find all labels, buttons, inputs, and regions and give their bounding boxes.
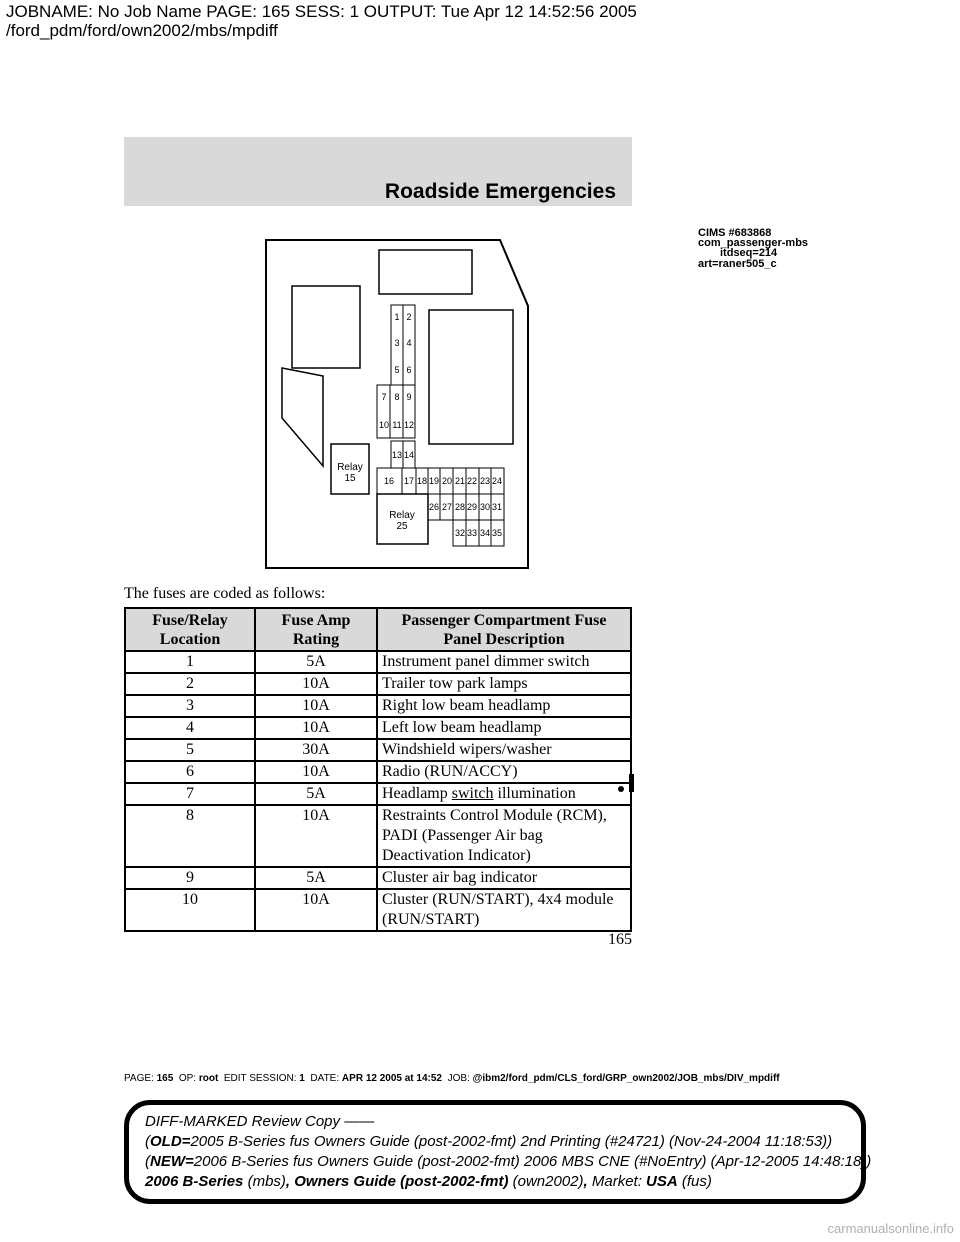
fuse-panel-diagram (262, 236, 536, 576)
desc-part: illumination (493, 785, 576, 802)
review-guide: Owners Guide (post-2002-fmt) (294, 1173, 509, 1190)
review-model: 2006 B-Series (145, 1173, 244, 1190)
fuse-label-27: 27 (441, 502, 453, 512)
table-row (125, 739, 631, 761)
review-new-text: 2006 B-Series fus Owners Guide (post-2002-fmt) 2006 MBS CNE (#NoEntry) (Apr-12-2005 14:48:18)) (193, 1153, 872, 1170)
footer-meta (124, 1073, 780, 1084)
top-box (379, 250, 472, 294)
cims-art: art=raner505_c (698, 258, 777, 270)
review-market: USA (646, 1173, 678, 1190)
cims-seq: itdseq=214 (720, 247, 778, 259)
footer-page-label: PAGE: (124, 1073, 154, 1084)
fuse-label-10: 10 (378, 420, 390, 430)
fuse-label-3: 3 (394, 338, 400, 348)
review-old-label: OLD= (150, 1133, 191, 1150)
fuse-label-18: 18 (416, 476, 428, 486)
cell-location: 3 (125, 695, 255, 717)
cell-amp: 5A (255, 651, 377, 673)
left-lower-box (282, 368, 323, 466)
fuse-label-35: 35 (491, 528, 503, 538)
fuse-label-32: 32 (454, 528, 466, 538)
cell-description: Windshield wipers/washer (377, 739, 631, 761)
review-copy-text (145, 1112, 871, 1192)
review-title: DIFF-MARKED Review Copy —— (145, 1113, 375, 1130)
cell-description: Left low beam headlamp (377, 717, 631, 739)
fuse-label-4: 4 (406, 338, 412, 348)
fuse-label-28: 28 (454, 502, 466, 512)
section-title: Roadside Emergencies (384, 180, 616, 203)
cell-description: Cluster (RUN/START), 4x4 module (RUN/START) (377, 889, 631, 931)
footer-session: 1 (299, 1073, 305, 1084)
fuse-label-5: 5 (394, 365, 400, 375)
fuse-label-2: 2 (406, 312, 412, 322)
cell-location: 5 (125, 739, 255, 761)
fuse-label-12: 12 (403, 420, 415, 430)
cell-description: Restraints Control Module (RCM), PADI (Passenger Air bag Deactivation Indicator) (377, 805, 631, 867)
footer-job: @ibm2/ford_pdm/CLS_ford/GRP_own2002/JOB_mbs/DIV_mpdiff (472, 1073, 780, 1084)
cell-location: 7 (125, 783, 255, 805)
relay-15-label-top: Relay (337, 462, 363, 473)
job-header-line1: JOBNAME: No Job Name PAGE: 165 SESS: 1 OUTPUT: Tue Apr 12 14:52:56 2005 (6, 2, 637, 21)
table-row (125, 761, 631, 783)
footer-job-label: JOB: (447, 1073, 470, 1084)
fuse-label-33: 33 (466, 528, 478, 538)
watermark: carmanualsonline.info (827, 1221, 954, 1236)
relay-25-label-num: 25 (396, 521, 408, 532)
review-new-label: NEW= (150, 1153, 194, 1170)
right-box (429, 310, 513, 444)
cell-amp: 10A (255, 805, 377, 867)
fuse-label-29: 29 (466, 502, 478, 512)
cell-description: Cluster air bag indicator (377, 867, 631, 889)
change-bar (629, 774, 634, 792)
intro-text: The fuses are coded as follows: (124, 585, 326, 602)
header-description: Passenger Compartment Fuse Panel Description (377, 608, 631, 651)
fuse-label-7: 7 (381, 392, 387, 402)
fuse-label-31: 31 (491, 502, 503, 512)
change-marker-dot (618, 786, 624, 792)
fuse-label-1: 1 (394, 312, 400, 322)
review-model-line: 2006 B-Series (mbs), Owners Guide (post-2002-fmt) (own2002), Market: USA (fus) (145, 1173, 712, 1190)
job-header-line2: /ford_pdm/ford/own2002/mbs/mpdiff (6, 21, 278, 40)
fuse-label-19: 19 (428, 476, 440, 486)
cell-location: 2 (125, 673, 255, 695)
fuse-label-11: 11 (392, 420, 402, 430)
cell-amp: 5A (255, 867, 377, 889)
cell-description: Trailer tow park lamps (377, 673, 631, 695)
fuse-label-13: 13 (391, 450, 403, 460)
footer-date: APR 12 2005 at 14:52 (341, 1073, 442, 1084)
page-number: 165 (608, 931, 632, 948)
cell-description: Right low beam headlamp (377, 695, 631, 717)
cell-amp: 10A (255, 695, 377, 717)
diff-marked-word: switch (451, 785, 494, 802)
fuse-label-6: 6 (406, 365, 412, 375)
review-guide-code: (own2002) (512, 1173, 584, 1190)
review-new-line: (NEW=2006 B-Series fus Owners Guide (post-2002-fmt) 2006 MBS CNE (#NoEntry) (Apr-12-2005 14:48:18)) (145, 1153, 872, 1170)
fuse-label-30: 30 (479, 502, 491, 512)
cims-note (698, 228, 808, 269)
fuse-label-21: 21 (454, 476, 466, 486)
fuse-label-24: 24 (491, 476, 503, 486)
fuse-label-9: 9 (406, 392, 412, 402)
fuse-table-header-row (125, 608, 631, 651)
table-row (125, 673, 631, 695)
cell-amp: 5A (255, 783, 377, 805)
fuse-label-34: 34 (479, 528, 491, 538)
cims-id: CIMS #683868 (698, 227, 772, 239)
cell-location: 1 (125, 651, 255, 673)
table-row (125, 889, 631, 931)
review-market-code: (fus) (681, 1173, 712, 1190)
left-upper-box (292, 286, 360, 368)
table-row (125, 805, 631, 867)
table-row (125, 651, 631, 673)
cell-location: 6 (125, 761, 255, 783)
cell-amp: 30A (255, 739, 377, 761)
fuse-label-22: 22 (466, 476, 478, 486)
review-market-label: Market: (591, 1173, 642, 1190)
cell-location: 8 (125, 805, 255, 867)
table-row (125, 783, 631, 805)
fuse-label-26: 26 (428, 502, 440, 512)
cell-description: Radio (RUN/ACCY) (377, 761, 631, 783)
fuse-label-16: 16 (383, 476, 395, 486)
cell-amp: 10A (255, 761, 377, 783)
fuse-label-23: 23 (479, 476, 491, 486)
cell-location: 4 (125, 717, 255, 739)
cims-com: com_passenger-mbs (698, 237, 809, 249)
cell-location: 10 (125, 889, 255, 931)
review-old-line: (OLD=2005 B-Series fus Owners Guide (post-2002-fmt) 2nd Printing (#24721) (Nov-24-2004 11:18:53)) (145, 1133, 833, 1150)
footer-date-label: DATE: (310, 1073, 340, 1084)
table-row (125, 695, 631, 717)
cell-description: Instrument panel dimmer switch (377, 651, 631, 673)
table-row (125, 867, 631, 889)
footer-op: root (198, 1073, 219, 1084)
relay-25-label-top: Relay (389, 510, 415, 521)
fuse-table (124, 607, 632, 932)
footer-op-label: OP: (178, 1073, 197, 1084)
table-row (125, 717, 631, 739)
relay-15-label-num: 15 (344, 473, 356, 484)
review-model-code: (mbs) (247, 1173, 286, 1190)
cell-description (377, 783, 631, 805)
desc-part: Headlamp (382, 785, 452, 802)
fuse-label-17: 17 (403, 476, 415, 486)
footer-session-label: EDIT SESSION: (223, 1073, 297, 1084)
cell-amp: 10A (255, 673, 377, 695)
cell-amp: 10A (255, 717, 377, 739)
fuse-label-8: 8 (394, 392, 400, 402)
header-amp: Fuse Amp Rating (255, 608, 377, 651)
cell-location: 9 (125, 867, 255, 889)
header-location: Fuse/Relay Location (125, 608, 255, 651)
fuse-label-14: 14 (403, 450, 415, 460)
footer-page: 165 (156, 1073, 174, 1084)
cell-amp: 10A (255, 889, 377, 931)
review-old-text: 2005 B-Series fus Owners Guide (post-2002-fmt) 2nd Printing (#24721) (Nov-24-2004 11:18:53)) (190, 1133, 833, 1150)
fuse-label-20: 20 (441, 476, 453, 486)
